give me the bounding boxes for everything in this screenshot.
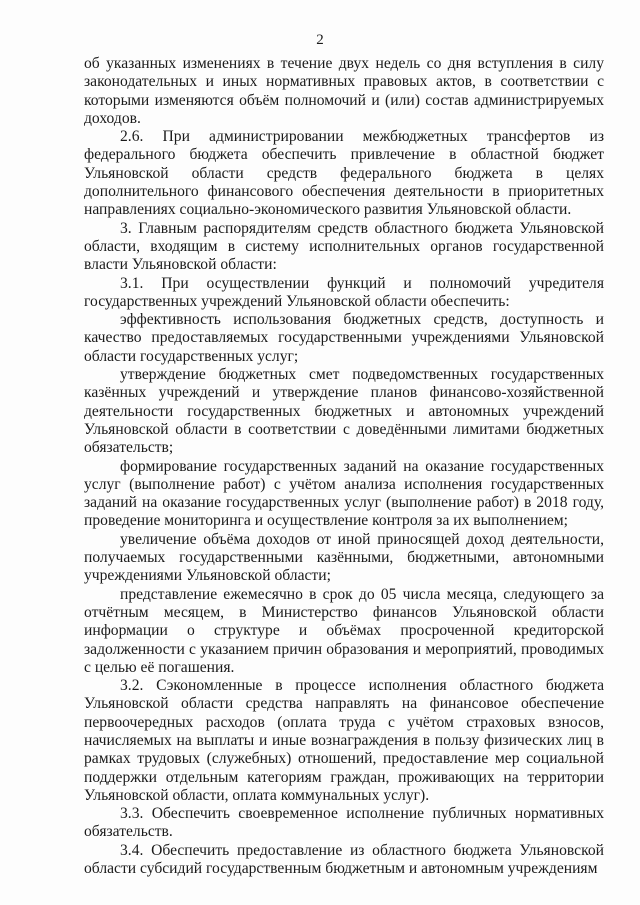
list-item-budget-estimates: утверждение бюджетных смет подведомственных государственных казённых учреждений и утверждение планов финансово-хозяйственной деятельности государственных бюджетных и автономных учреждений Ульяновской области в соответствии с доведёнными лимитами бюджетных обязательств; <box>84 366 604 457</box>
paragraph-3: 3. Главным распорядителям средств областного бюджета Ульяновской области, входящим в систему исполнительных органов государственной власти Ульяновской области: <box>84 219 604 274</box>
paragraph-2-6: 2.6. При администрировании межбюджетных трансфертов из федерального бюджета обеспечить привлечение в областной бюджет Ульяновской области средств федерального бюджета в целях дополнительного финансового обеспечения деятельности в приоритетных направлениях социально-экономического развития Ульяновской области. <box>84 128 604 219</box>
paragraph-3-4: 3.4. Обеспечить предоставление из областного бюджета Ульяновской области субсидий государственным бюджетным и автономным учреждениям <box>84 841 604 878</box>
page-number: 2 <box>316 32 324 48</box>
list-item-monthly-report: представление ежемесячно в срок до 05 числа месяца, следующего за отчётным месяцем, в Министерство финансов Ульяновской области информации о структуре и объёмах просроченной кредиторской задолженности с указанием причин образования и мероприятий, проводимых с целью её погашения. <box>84 585 604 676</box>
paragraph-3-1: 3.1. При осуществлении функций и полномочий учредителя государственных учреждений Ульяновской области обеспечить: <box>84 274 604 310</box>
paragraph-3-2: 3.2. Сэкономленные в процессе исполнения областного бюджета Ульяновской области средства направлять на финансовое обеспечение первоочередных расходов (оплата труда с учётом страховых взносов, начисляемых на выплаты и иные вознаграждения в пользу физических лиц в рамках трудовых (служебных) отношений, предоставление мер социальной поддержки отдельным категориям граждан, проживающих на территории Ульяновской области, оплата коммунальных услуг). <box>84 677 604 804</box>
list-item-income-increase: увеличение объёма доходов от иной приносящей доход деятельности, получаемых государственными казёнными, бюджетными, автономными учреждениями Ульяновской области; <box>84 530 604 585</box>
paragraph-continuation: об указанных изменениях в течение двух недель со дня вступления в силу законодательных и иных нормативных правовых актов, в соответствии с которыми изменяются объём полномочий и (или) состав администрируемых доходов. <box>84 55 604 127</box>
document-body <box>84 55 604 878</box>
list-item-state-assignments: формирование государственных заданий на оказание государственных услуг (выполнение работ) с учётом анализа исполнения государственных заданий на оказание государственных услуг (выполнение работ) в 2018 году, проведение мониторинга и осуществление контроля за их выполнением; <box>84 457 604 530</box>
list-item-efficiency: эффективность использования бюджетных средств, доступность и качество предоставляемых государственными учреждениями Ульяновской области государственных услуг; <box>84 311 604 365</box>
paragraph-3-3: 3.3. Обеспечить своевременное исполнение публичных нормативных обязательств. <box>84 805 604 841</box>
